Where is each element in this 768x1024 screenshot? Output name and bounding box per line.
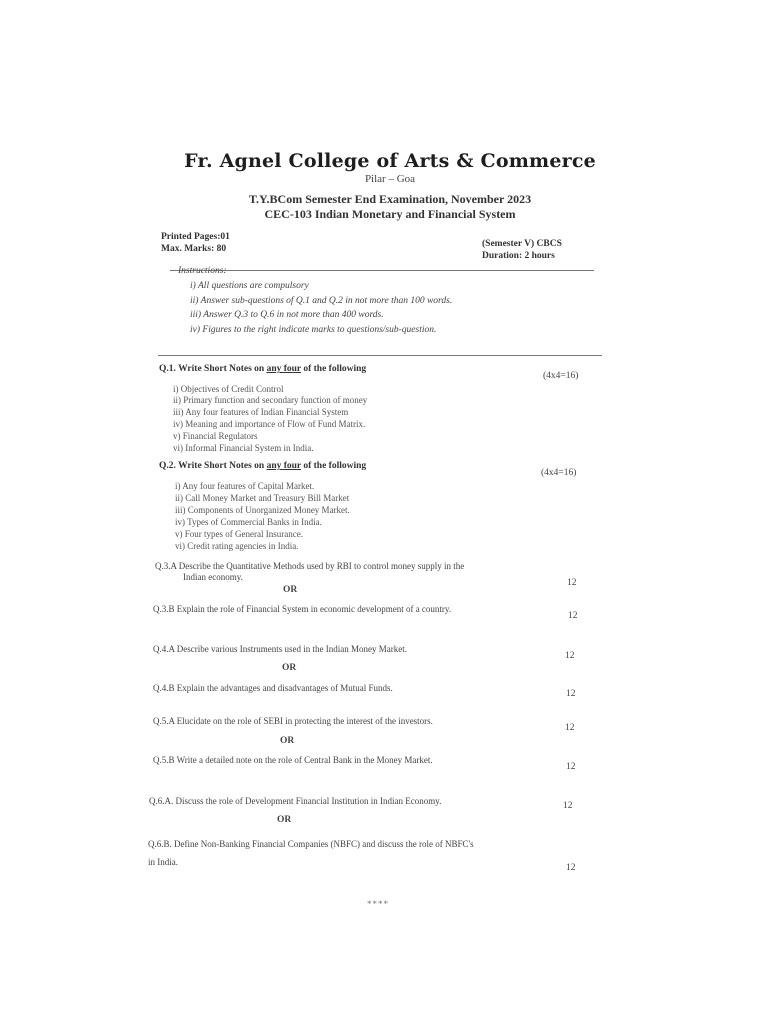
q2-item: iv) Types of Commercial Banks in India. [175,517,322,527]
q6a-marks: 12 [563,801,573,811]
q6b-marks: 12 [566,863,576,873]
instruction-item: iii) Answer Q.3 to Q.6 in not more than 400 words. [190,310,384,320]
exam-title: T.Y.BCom Semester End Examination, November 2023 [248,192,532,206]
q2-item: vi) Credit rating agencies in India. [175,541,299,551]
q1-item: i) Objectives of Credit Control [173,384,284,394]
q1-item: v) Financial Regulators [173,431,258,441]
q3a-question: Q.3.A Describe the Quantitative Methods used by RBI to control money supply in the [155,561,465,571]
q4b-marks: 12 [566,689,576,699]
q1-item: vi) Informal Financial System in India. [173,443,314,453]
or-separator: OR [277,815,292,825]
or-separator: OR [280,736,295,746]
q2-item: ii) Call Money Market and Treasury Bill Market [175,493,350,503]
q3b-marks: 12 [568,611,578,621]
instruction-item: iv) Figures to the right indicate marks to questions/sub-question. [190,325,437,335]
max-marks: Max. Marks: 80 [161,244,227,254]
instructions-top-rule [170,270,594,271]
q2-marks: (4x4=16) [541,468,577,478]
q4a-question: Q.4.A Describe various Instruments used in the Indian Money Market. [153,644,407,654]
printed-pages: Printed Pages:01 [161,232,230,242]
instructions-title: Instructions: [178,266,227,276]
q1-marks: (4x4=16) [543,371,579,381]
q6a-question: Q.6.A. Discuss the role of Development Financial Institution in Indian Economy. [149,796,442,806]
section-divider [158,355,602,356]
q5a-marks: 12 [565,723,575,733]
q1-item: ii) Primary function and secondary function of money [173,395,368,405]
course-title: CEC-103 Indian Monetary and Financial System [264,207,516,221]
q1-prefix: Q.1. Write Short Notes on [159,364,267,374]
end-of-paper-mark: **** [367,899,389,909]
instruction-item: i) All questions are compulsory [190,281,309,291]
q6b-question: Q.6.B. Define Non-Banking Financial Companies (NBFC) and discuss the role of NBFC's [148,839,474,849]
q1-heading [159,364,366,374]
q1-suffix: of the following [300,364,367,374]
q1-item: iii) Any four features of Indian Financial System [173,407,349,417]
q2-suffix: of the following [300,461,367,471]
q1-emphasis: any four [266,364,301,374]
college-name: Fr. Agnel College of Arts & Commerce [184,150,596,172]
q3b-question: Q.3.B Explain the role of Financial System in economic development of a country. [153,604,452,614]
q5b-marks: 12 [566,762,576,772]
q4b-question: Q.4.B Explain the advantages and disadvantages of Mutual Funds. [153,683,393,693]
q2-item: i) Any four features of Capital Market. [175,481,315,491]
duration-info: Duration: 2 hours [482,251,555,261]
q3a-question-cont: Indian economy. [183,572,243,582]
instruction-item: ii) Answer sub-questions of Q.1 and Q.2 in not more than 100 words. [190,296,453,306]
q3a-marks: 12 [567,578,577,588]
or-separator: OR [283,585,298,595]
q6b-question-cont: in India. [148,857,178,867]
semester-info: (Semester V) CBCS [482,239,562,249]
q2-prefix: Q.2. Write Short Notes on [159,461,267,471]
q2-heading [159,461,366,471]
q5a-question: Q.5.A Elucidate on the role of SEBI in protecting the interest of the investors. [153,716,433,726]
q2-item: iii) Components of Unorganized Money Market. [175,505,350,515]
q4a-marks: 12 [565,651,575,661]
or-separator: OR [282,663,297,673]
college-location: Pilar – Goa [364,173,416,185]
q5b-question: Q.5.B Write a detailed note on the role of Central Bank in the Money Market. [153,755,433,765]
q2-emphasis: any four [266,461,301,471]
q2-item: v) Four types of General Insurance. [175,529,303,539]
q1-item: iv) Meaning and importance of Flow of Fund Matrix. [173,419,366,429]
